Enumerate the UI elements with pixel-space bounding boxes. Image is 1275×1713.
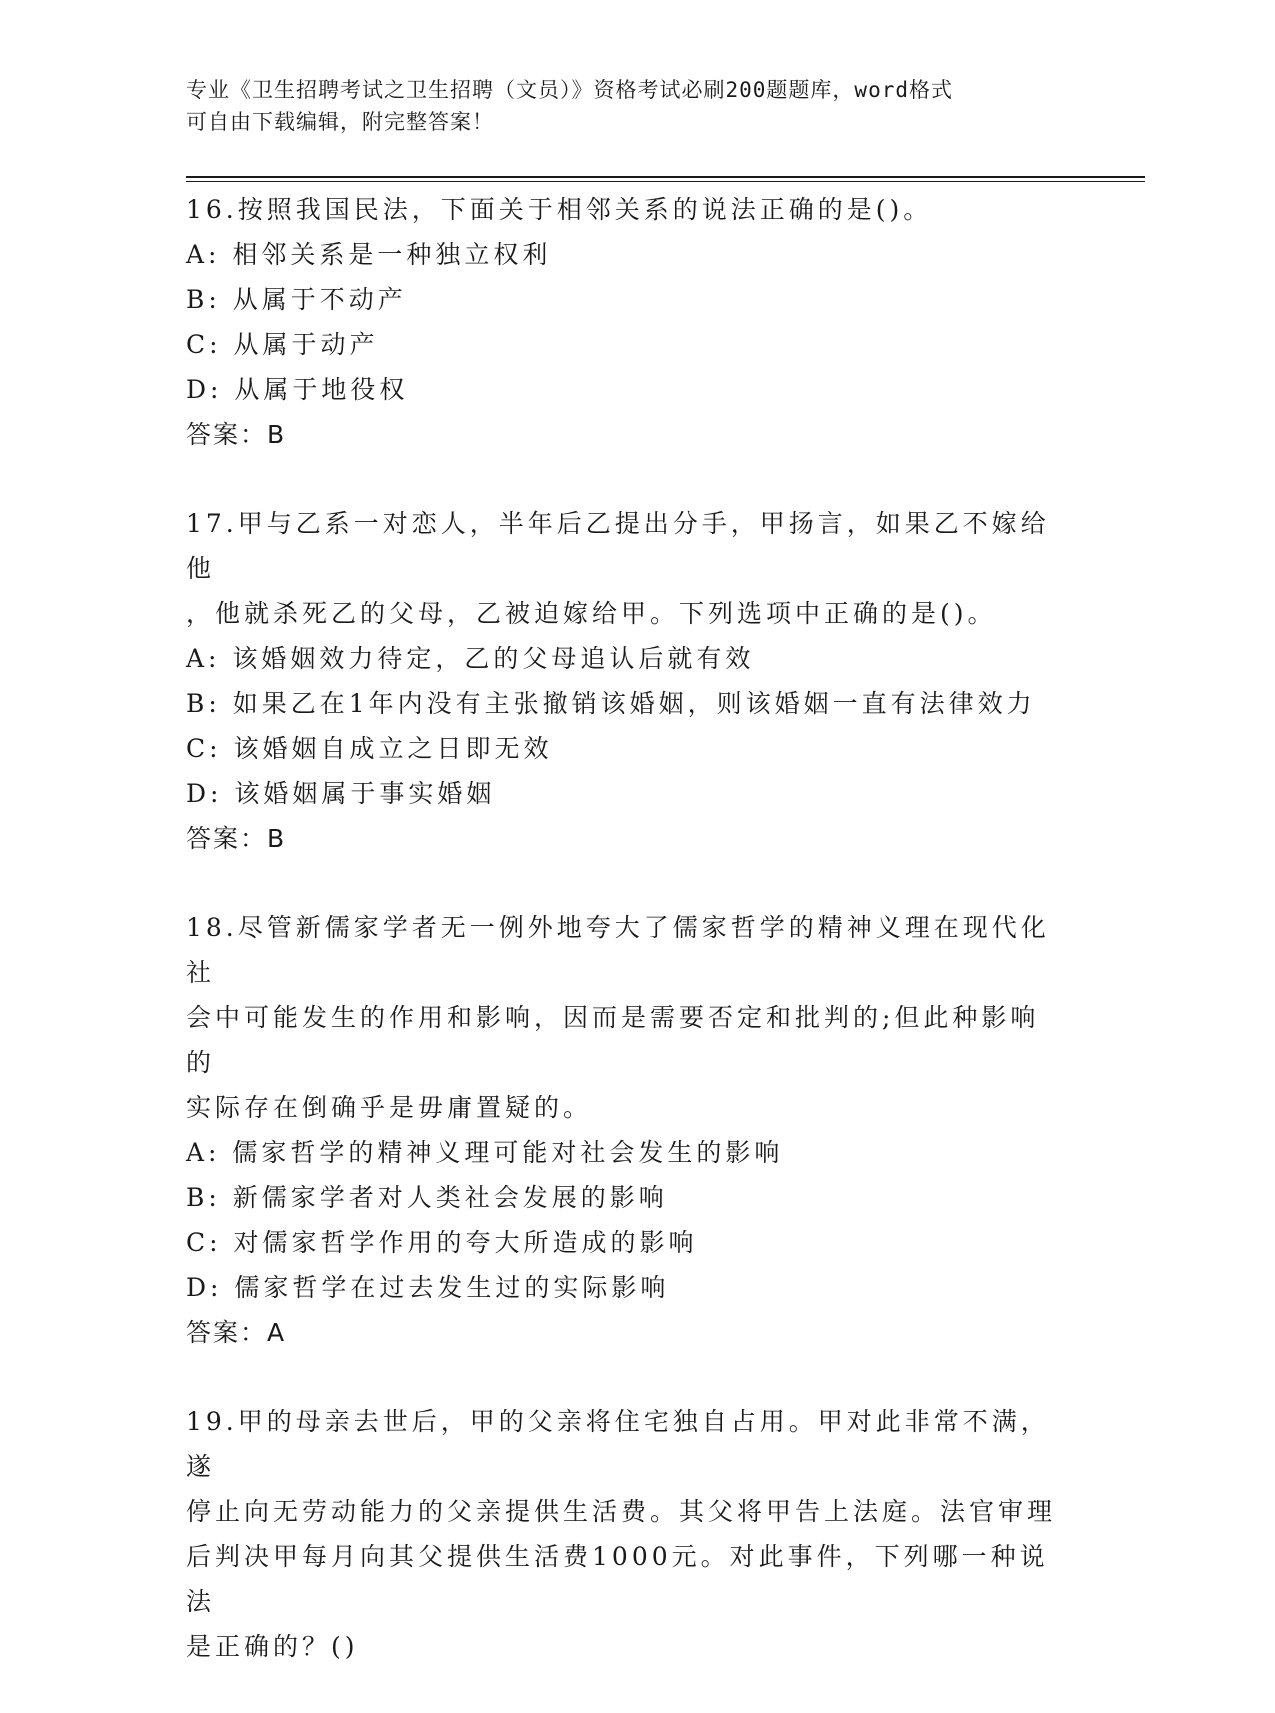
header-divider-thick	[186, 176, 1145, 178]
question-stem: 是正确的？()	[186, 1632, 359, 1661]
question-list	[186, 187, 1066, 1713]
option-c: C: 从属于动产	[186, 330, 379, 359]
question-stem: 停止向无劳动能力的父亲提供生活费。其父将甲告上法庭。法官审理	[186, 1497, 1057, 1526]
header-line-1: 专业《卫生招聘考试之卫生招聘（文员）》资格考试必刷200题题库，word格式	[186, 78, 953, 102]
option-d: D: 儒家哲学在过去发生过的实际影响	[186, 1273, 670, 1302]
option-a: A: 该婚姻效力待定，乙的父母追认后就有效	[186, 644, 755, 673]
option-d: D: 该婚姻属于事实婚姻	[186, 779, 496, 808]
answer-line: 答案：B	[186, 420, 287, 449]
option-b: B: 新儒家学者对人类社会发展的影响	[186, 1183, 668, 1212]
option-a: A: 儒家哲学的精神义理可能对社会发生的影响	[186, 1138, 784, 1167]
header-divider-thin	[186, 181, 1145, 182]
option-d: D: 从属于地役权	[186, 375, 409, 404]
question-stem: 19.甲的母亲去世后，甲的父亲将住宅独自占用。甲对此非常不满，遂	[186, 1407, 1050, 1481]
option-c: C: 该婚姻自成立之日即无效	[186, 734, 553, 763]
question-stem: 18.尽管新儒家学者无一例外地夸大了儒家哲学的精神义理在现代化社	[186, 913, 1050, 987]
question-stem: 实际存在倒确乎是毋庸置疑的。	[186, 1093, 593, 1122]
question-19	[186, 1399, 1066, 1669]
question-16	[186, 187, 1066, 457]
question-stem: ，他就杀死乙的父母，乙被迫嫁给甲。下列选项中正确的是()。	[186, 599, 997, 628]
question-stem: 17.甲与乙系一对恋人，半年后乙提出分手，甲扬言，如果乙不嫁给他	[186, 509, 1050, 583]
option-b: B: 从属于不动产	[186, 285, 407, 314]
question-stem: 会中可能发生的作用和影响，因而是需要否定和批判的;但此种影响的	[186, 1003, 1040, 1077]
question-18	[186, 905, 1066, 1355]
question-stem: 16.按照我国民法，下面关于相邻关系的说法正确的是()。	[186, 195, 933, 224]
question-17	[186, 501, 1066, 861]
answer-line: 答案：A	[186, 1318, 287, 1347]
question-stem: 后判决甲每月向其父提供生活费1000元。对此事件，下列哪一种说法	[186, 1542, 1049, 1616]
answer-line: 答案：B	[186, 824, 287, 853]
document-header	[186, 74, 1066, 138]
option-b: B: 如果乙在1年内没有主张撤销该婚姻，则该婚姻一直有法律效力	[186, 689, 1036, 718]
option-c: C: 对儒家哲学作用的夸大所造成的影响	[186, 1228, 698, 1257]
header-line-2: 可自由下载编辑，附完整答案！	[186, 110, 494, 134]
option-a: A: 相邻关系是一种独立权利	[186, 240, 552, 269]
